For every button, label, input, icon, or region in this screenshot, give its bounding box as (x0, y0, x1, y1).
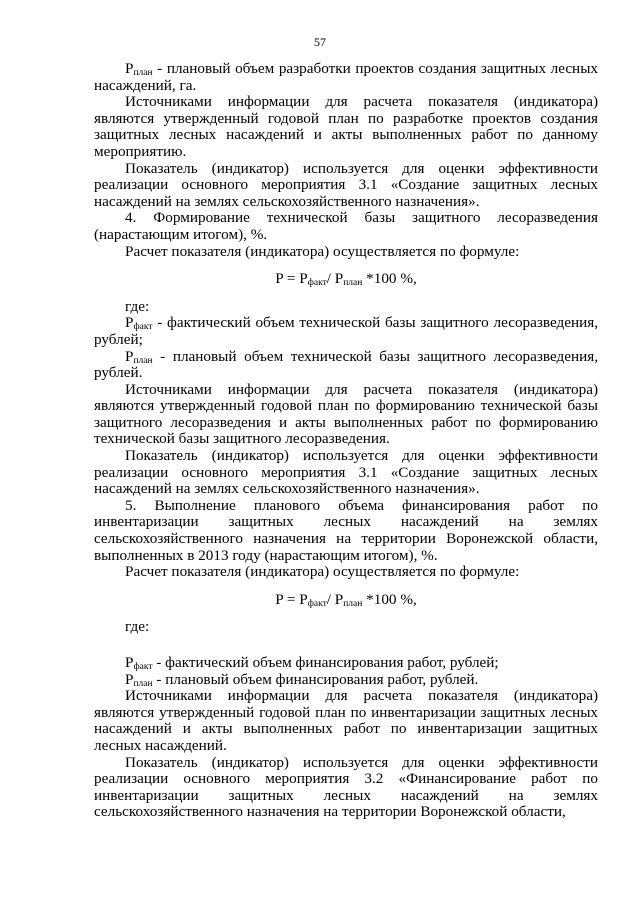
subscript: план (343, 598, 363, 609)
formula-text: *100 %, (362, 270, 417, 288)
paragraph (94, 619, 598, 636)
paragraph (94, 299, 598, 316)
paragraph (94, 755, 598, 821)
formula (94, 271, 598, 288)
paragraph-text: 4. Формирование технической базы защитного лесоразведения (нарастающим итогом), %. (94, 209, 598, 243)
paragraph-text: Источниками информации для расчета показателя (индикатора) являются утвержденный годовой план по инвентаризации защитных лесных насаждений и акты выполненных работ по инвентаризации защитных лесных насаждений. (94, 687, 598, 754)
paragraph (94, 244, 598, 261)
paragraph (94, 94, 598, 160)
formula-text: / P (326, 590, 344, 608)
variable-symbol: P (125, 314, 134, 332)
formula-text: P = P (275, 590, 308, 608)
variable-symbol: P (125, 60, 134, 77)
subscript: факт (133, 322, 153, 333)
paragraph-text: 5. Выполнение планового объема финансирования работ по инвентаризации защитных лесных насаждений на землях сельскохозяйственного назначения на территории Воронежской области, выполненных в 2013 году (нарастающим итогом), %. (94, 496, 598, 564)
paragraph-text: Расчет показателя (индикатора) осуществляется по формуле: (125, 242, 520, 260)
paragraph-text: Показатель (индикатор) используется для оценки эффективности реализации основного мероприятия 3.2 «Финансирование работ по инвентаризации защитных лесных насаждений на землях сельскохозяйственного назначения на территории Воронежской области, (94, 753, 598, 821)
paragraph (94, 161, 598, 211)
subscript: план (343, 278, 363, 289)
paragraph-text: где: (125, 297, 150, 315)
subscript: план (133, 678, 153, 689)
page-number: 57 (314, 35, 326, 49)
paragraph-text: где: (125, 618, 150, 636)
paragraph-text: Источниками информации для расчета показателя (индикатора) являются утвержденный годовой план по разработке проектов создания защитных лесных насаждений и акты выполненных работ по данному мероприятию. (94, 93, 598, 160)
subscript: факт (133, 662, 153, 672)
definition-text: - плановый объем технической базы защитного лесоразведения, рублей. (94, 347, 598, 382)
variable-symbol: P (125, 654, 134, 671)
definition (94, 315, 598, 348)
paragraph (94, 210, 598, 243)
paragraph-text: Источниками информации для расчета показателя (индикатора) являются утвержденный годовой план по формированию технической базы защитного лесоразведения и акты выполненных работ по формированию технической базы защитного лесоразведения. (94, 380, 598, 448)
definition (94, 672, 598, 689)
paragraph (94, 688, 598, 754)
document-body (94, 61, 598, 821)
definition (94, 61, 598, 94)
paragraph-text: Показатель (индикатор) используется для оценки эффективности реализации основного мероприятия 3.1 «Создание защитных лесных насаждений на землях сельскохозяйственного назначения». (94, 447, 598, 498)
formula-text: / P (326, 270, 344, 288)
variable-symbol: P (125, 670, 134, 688)
paragraph (94, 382, 598, 448)
paragraph (94, 498, 598, 564)
subscript: факт (307, 278, 327, 289)
subscript: факт (307, 598, 327, 609)
formula-text: P = P (275, 270, 308, 288)
definition-text: - плановый объем разработки проектов создания защитных лесных насаждений, га. (94, 60, 598, 94)
definition-text: - фактический объем технической базы защитного лесоразведения, рублей; (94, 314, 598, 348)
definition-text: - фактический объем финансирования работ, рублей; (152, 654, 499, 671)
variable-symbol: P (125, 347, 134, 365)
paragraph-text: Показатель (индикатор) используется для оценки эффективности реализации основного мероприятия 3.1 «Создание защитных лесных насаждений на землях сельскохозяйственного назначения». (94, 159, 598, 210)
formula-text: *100 %, (362, 590, 417, 608)
paragraph (94, 448, 598, 498)
paragraph-text: Расчет показателя (индикатора) осуществляется по формуле: (125, 563, 520, 581)
definition-text: - плановый объем финансирования работ, рублей. (152, 670, 479, 688)
subscript: план (133, 68, 153, 78)
paragraph (94, 564, 598, 581)
subscript: план (133, 355, 153, 366)
formula (94, 592, 598, 609)
definition (94, 349, 598, 382)
definition (94, 655, 598, 672)
